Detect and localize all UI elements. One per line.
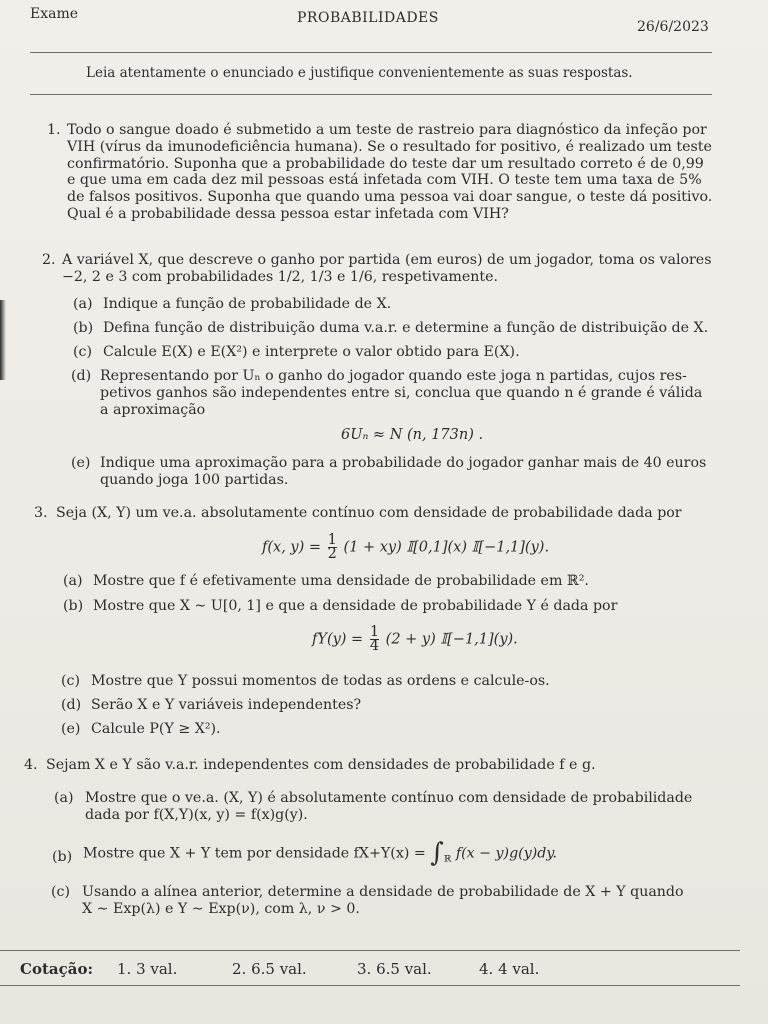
q4a-line: dada por f(X,Y)(x, y) = f(x)g(y). <box>85 807 308 823</box>
integral-domain: ℝ <box>443 854 452 865</box>
q2d-formula: 6Uₙ ≈ N (n, 173n) . <box>341 427 484 443</box>
q3d-label: (d) <box>61 697 82 713</box>
q4c-text <box>82 884 742 918</box>
q1-line: de falsos positivos. Suponha que quando uma pessoa vai doar sangue, o teste dá positivo. <box>67 189 713 206</box>
q2-intro <box>62 252 722 286</box>
q2c-label: (c) <box>73 344 93 360</box>
q3-formula-num: 1 <box>327 532 337 548</box>
q1-line: Todo o sangue doado é submetido a um teste de rastreio para diagnóstico da infeção por <box>67 122 707 138</box>
q4-intro: Sejam X e Y são v.a.r. independentes com densidades de probabilidade f e g. <box>46 757 596 773</box>
q3b-label: (b) <box>63 598 84 614</box>
q3c-label: (c) <box>61 673 81 689</box>
q2d-line: Representando por Uₙ o ganho do jogador quando este joga n partidas, cujos res- <box>100 368 687 384</box>
q4b-main: Mostre que X + Y tem por densidade fX+Y(x) = <box>83 845 426 862</box>
q4b-integrand: f(x − y)g(y)dy. <box>455 845 557 862</box>
q3-formula-fraction <box>328 534 337 561</box>
q3-fy-fraction <box>370 626 379 653</box>
footer-rule-top <box>0 950 740 951</box>
scoring-item: 4. 4 val. <box>479 960 540 978</box>
q2b-text: Defina função de distribuição duma v.a.r. e determine a função de distribuição de X. <box>103 320 709 336</box>
header-rule-top <box>30 52 712 53</box>
q2e-text <box>100 455 725 489</box>
q2d-line: petivos ganhos são independentes entre si, conclua que quando n é grande é válida <box>100 385 703 401</box>
q2e-label: (e) <box>71 455 91 471</box>
q3b-text: Mostre que X ∼ U[0, 1] e que a densidade de probabilidade Y é dada por <box>93 598 618 614</box>
q3-density-formula <box>262 534 549 561</box>
q2e-line: quando joga 100 partidas. <box>100 472 289 488</box>
page-edge-shadow <box>0 300 6 380</box>
exam-date: 26/6/2023 <box>637 19 709 35</box>
instructions: Leia atentamente o enunciado e justifique convenientemente as suas respostas. <box>86 65 633 81</box>
q1-line: VIH (vírus da imunodeficiência humana). Se o resultado for positivo, é realizado um teste <box>67 138 712 155</box>
q2d-text <box>100 368 725 419</box>
q2b-label: (b) <box>73 320 94 336</box>
q1-line: confirmatório. Suponha que a probabilidade do teste dar um resultado correto é de 0,99 <box>67 155 704 172</box>
q4a-label: (a) <box>54 790 74 806</box>
q4c-line: Usando a alínea anterior, determine a densidade de probabilidade de X + Y quando <box>82 884 684 900</box>
page-title: PROBABILIDADES <box>297 10 439 26</box>
q4c-line: X ∼ Exp(λ) e Y ∼ Exp(ν), com λ, ν > 0. <box>82 901 360 917</box>
q3-fy-num: 1 <box>369 624 380 640</box>
exam-label: Exame <box>30 6 79 22</box>
header-rule-bottom <box>30 94 712 95</box>
q2-line: −2, 2 e 3 com probabilidades 1/2, 1/3 e 1/6, respetivamente. <box>62 268 499 285</box>
q1-line: Qual é a probabilidade dessa pessoa estar infetada com VIH? <box>67 205 509 222</box>
q2d-line: a aproximação <box>100 402 206 418</box>
q3-number: 3. <box>34 505 48 521</box>
q4a-text <box>85 790 745 824</box>
q3-fy-right: (2 + y) 𝕀[−1,1](y). <box>385 631 518 648</box>
q2c-text: Calcule E(X) e E(X²) e interprete o valor obtido para E(X). <box>103 344 520 360</box>
scoring-item: 2. 6.5 val. <box>232 960 307 978</box>
q2-number: 2. <box>42 252 56 268</box>
q3e-label: (e) <box>61 721 81 737</box>
q3c-text: Mostre que Y possui momentos de todas as ordens e calcule-os. <box>91 673 550 689</box>
q1-text <box>67 122 727 223</box>
q4b-label: (b) <box>52 849 73 865</box>
q3d-text: Serão X e Y variáveis independentes? <box>91 697 362 713</box>
q3-fy-left: fY(y) = <box>312 631 364 648</box>
q3-formula-den: 2 <box>327 546 337 562</box>
q2d-label: (d) <box>71 368 92 384</box>
q4c-label: (c) <box>51 884 71 900</box>
footer-rule-bottom <box>0 985 740 986</box>
q4a-line: Mostre que o ve.a. (X, Y) é absolutamente contínuo com densidade de probabilidade <box>85 790 693 806</box>
q3-intro: Seja (X, Y) um ve.a. absolutamente contínuo com densidade de probabilidade dada por <box>56 505 682 521</box>
q4-number: 4. <box>24 757 38 773</box>
q2a-text: Indique a função de probabilidade de X. <box>103 296 392 312</box>
q4b-text <box>83 838 743 868</box>
q3a-label: (a) <box>63 573 83 589</box>
q1-line: e que uma em cada dez mil pessoas está infetada com VIH. O teste tem uma taxa de 5% <box>67 172 702 189</box>
q3-formula-right: (1 + xy) 𝕀[0,1](x) 𝕀[−1,1](y). <box>343 539 550 556</box>
q3-fy-den: 4 <box>369 638 380 654</box>
q3-fy-formula <box>312 626 518 653</box>
scoring-item: 3. 6.5 val. <box>357 960 432 978</box>
integral-symbol: ∫ <box>430 838 444 868</box>
q3-formula-left: f(x, y) = <box>262 539 322 556</box>
q3e-text: Calcule P(Y ≥ X²). <box>91 721 221 737</box>
scoring-item: 1. 3 val. <box>117 960 178 978</box>
q2-line: A variável X, que descreve o ganho por partida (em euros) de um jogador, toma os valores <box>62 252 712 268</box>
q2a-label: (a) <box>73 296 93 312</box>
scoring-label: Cotação: <box>20 960 93 978</box>
q2e-line: Indique uma aproximação para a probabilidade do jogador ganhar mais de 40 euros <box>100 455 707 471</box>
q3a-text: Mostre que f é efetivamente uma densidade de probabilidade em ℝ². <box>93 573 589 589</box>
q1-number: 1. <box>47 122 61 138</box>
